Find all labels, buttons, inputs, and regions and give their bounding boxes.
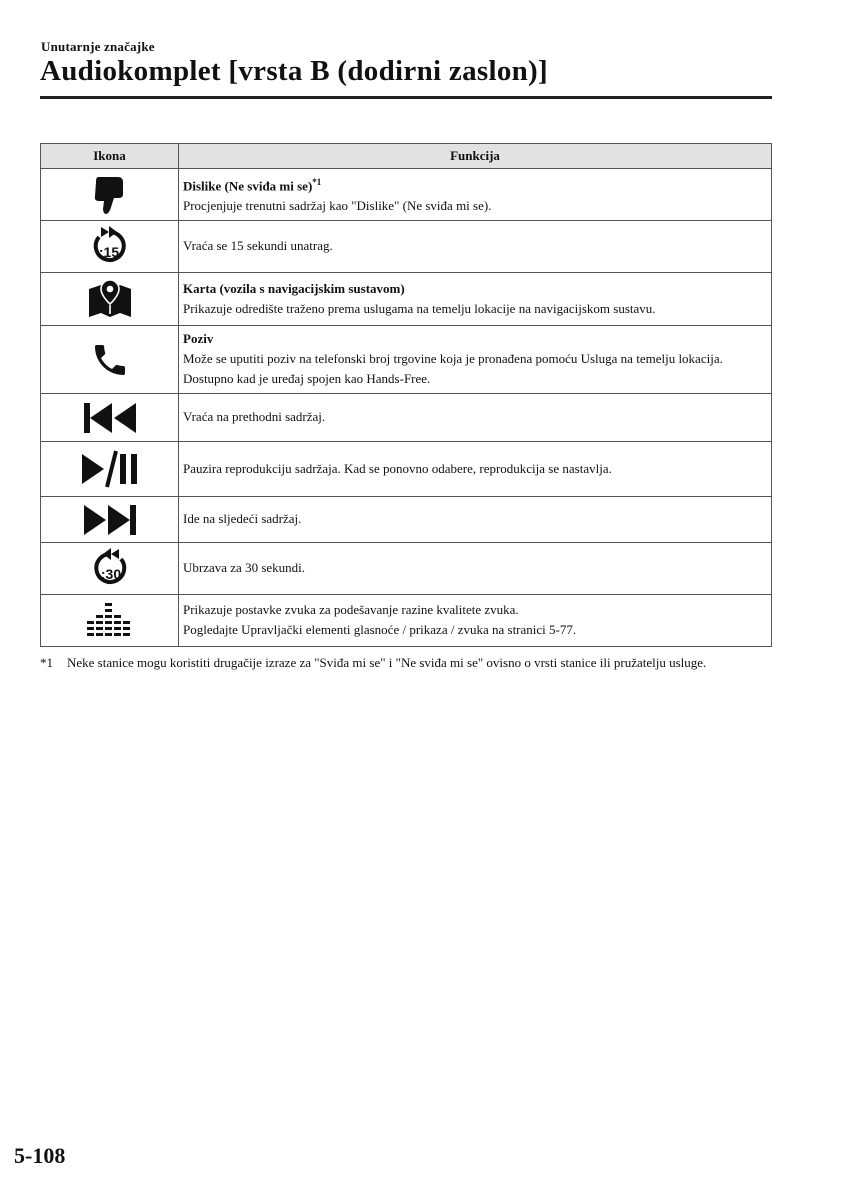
function-description: Ide na sljedeći sadržaj.	[183, 511, 302, 527]
page-title: Audiokomplet [vrsta B (dodirni zaslon)]	[40, 55, 548, 87]
function-description: Prikazuje postavke zvuka za podešavanje razine kvalitete zvuka. Pogledajte Upravljački elementi glasnoće / prikaza / zvuka na stranici 5-77.	[183, 602, 577, 638]
icon-cell	[41, 326, 179, 394]
table-header-row	[41, 144, 772, 169]
icon-cell	[41, 595, 179, 647]
table-row	[41, 497, 772, 543]
next-track-icon	[82, 503, 138, 537]
table-row	[41, 442, 772, 497]
skip-back-15-icon	[88, 226, 132, 268]
function-cell	[179, 595, 772, 647]
function-description: Može se uputiti poziv na telefonski broj trgovine koja je pronađena pomoću Usluga na temelju lokacija. Dostupno kad je uređaj spojen kao Hands-Free.	[183, 351, 723, 387]
function-cell	[179, 326, 772, 394]
play-pause-icon	[80, 449, 140, 489]
function-title: Poziv	[183, 331, 214, 347]
table-row	[41, 543, 772, 595]
icon-cell	[41, 442, 179, 497]
footnote	[40, 653, 740, 673]
function-cell	[179, 221, 772, 273]
table-row	[41, 394, 772, 442]
function-cell	[179, 497, 772, 543]
column-header-icon: Ikona	[41, 144, 179, 169]
icon-cell	[41, 497, 179, 543]
function-cell	[179, 543, 772, 595]
page-number: 5-108	[14, 1143, 66, 1168]
table-row	[41, 221, 772, 273]
function-cell	[179, 169, 772, 221]
icon-cell	[41, 169, 179, 221]
column-header-function: Funkcija	[179, 144, 772, 169]
skip-forward-30-icon	[88, 548, 132, 590]
thumbs-down-icon	[90, 174, 130, 216]
footnote-text: Neke stanice mogu koristiti drugačije izraze za "Sviđa mi se" i "Ne sviđa mi se" ovisno o vrsti stanice ili pružatelju usluge.	[67, 655, 707, 670]
table-row	[41, 595, 772, 647]
icon-cell	[41, 273, 179, 326]
function-description: Pauzira reprodukciju sadržaja. Kad se ponovno odabere, reprodukcija se nastavlja.	[183, 460, 612, 476]
function-description: Prikazuje odredište traženo prema uslugama na temelju lokacije na navigacijskom sustavu.	[183, 300, 656, 316]
table-row	[41, 273, 772, 326]
footnote-mark: *1	[40, 655, 53, 670]
title-rule	[40, 96, 772, 99]
function-cell	[179, 394, 772, 442]
equalizer-icon	[85, 601, 135, 641]
icon-cell	[41, 394, 179, 442]
function-title: Karta (vozila s navigacijskim sustavom)	[183, 280, 405, 296]
phone-icon	[90, 340, 130, 380]
footnote-reference: *1	[312, 177, 322, 187]
icon-function-table	[40, 143, 772, 647]
function-description: Vraća na prethodni sadržaj.	[183, 409, 326, 425]
icon-cell	[41, 543, 179, 595]
icon-label: :30	[100, 565, 121, 582]
function-description: Ubrzava za 30 sekundi.	[183, 560, 306, 576]
table-row	[41, 326, 772, 394]
section-label: Unutarnje značajke	[41, 39, 155, 54]
table-row	[41, 169, 772, 221]
icon-label: :15	[98, 243, 119, 260]
icon-cell	[41, 221, 179, 273]
function-title: Dislike (Ne sviđa mi se)$^{*1}$	[183, 177, 322, 194]
function-description: Vraća se 15 sekundi unatrag.	[183, 238, 333, 254]
map-pin-icon	[87, 279, 133, 319]
function-cell	[179, 442, 772, 497]
function-cell	[179, 273, 772, 326]
function-description: Procjenjuje trenutni sadržaj kao "Dislike" (Ne sviđa mi se).	[183, 198, 492, 214]
previous-track-icon	[82, 401, 138, 435]
